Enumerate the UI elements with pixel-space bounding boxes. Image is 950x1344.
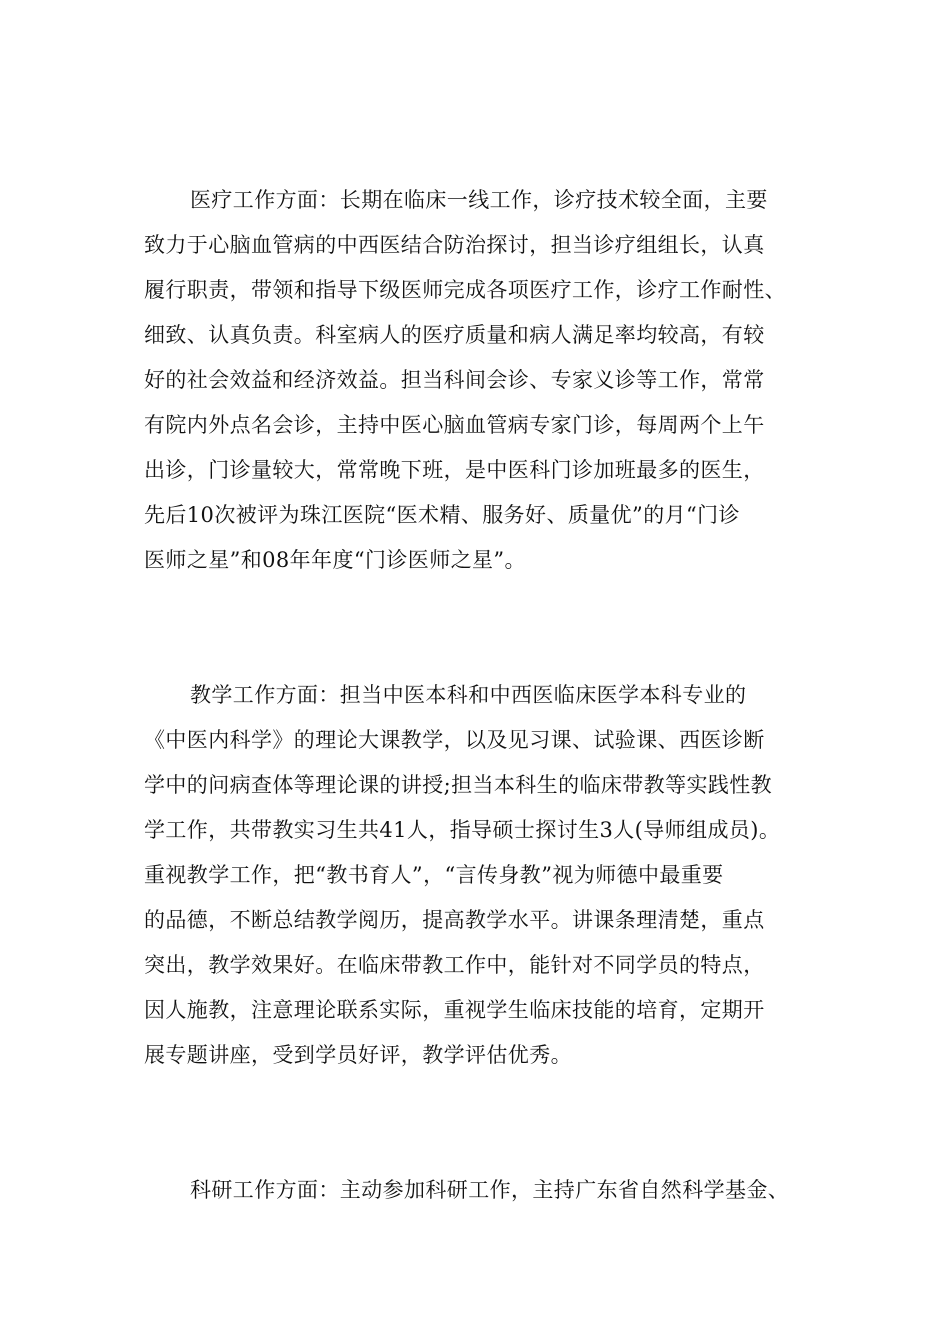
text-line: 的品德，不断总结教学阅历，提高教学水平。讲课条理清楚，重点 (144, 908, 765, 932)
text-line: 重视教学工作，把“教书育人”，“言传身教”视为师德中最重要 (144, 863, 724, 887)
document-body (144, 178, 844, 1213)
text-line: 学工作，共带教实习生共41人，指导硕士探讨生3人(导师组成员)。 (144, 818, 781, 842)
text-line: 细致、认真负责。科室病人的医疗质量和病人满足率均较高，有较 (144, 323, 765, 347)
text-line: 突出，教学效果好。在临床带教工作中，能针对不同学员的特点， (144, 953, 765, 977)
text-line: 好的社会效益和经济效益。担当科间会诊、专家义诊等工作，常常 (144, 368, 765, 392)
paragraph-spacer (144, 583, 844, 673)
paragraph-spacer (144, 1078, 844, 1168)
text-line: 医疗工作方面：长期在临床一线工作，诊疗技术较全面，主要 (190, 188, 768, 212)
text-line: 《中医内科学》的理论大课教学，以及见习课、试验课、西医诊断 (144, 728, 765, 752)
text-line: 学中的问病查体等理论课的讲授;担当本科生的临床带教等实践性教 (144, 773, 773, 797)
paragraph-research-work (144, 1168, 844, 1213)
text-line: 医师之星”和08年年度“门诊医师之星”。 (144, 548, 526, 572)
text-line: 教学工作方面：担当中医本科和中西医临床医学本科专业的 (190, 683, 747, 707)
text-line: 履行职责，带领和指导下级医师完成各项医疗工作，诊疗工作耐性、 (144, 278, 786, 302)
text-line: 出诊，门诊量较大，常常晚下班，是中医科门诊加班最多的医生， (144, 458, 765, 482)
text-line: 致力于心脑血管病的中西医结合防治探讨，担当诊疗组组长，认真 (144, 233, 765, 257)
text-line: 先后10次被评为珠江医院“医术精、服务好、质量优”的月“门诊 (144, 503, 740, 527)
text-line: 科研工作方面：主动参加科研工作，主持广东省自然科学基金、 (190, 1178, 790, 1202)
paragraph-medical-work (144, 178, 844, 583)
text-line: 有院内外点名会诊，主持中医心脑血管病专家门诊，每周两个上午 (144, 413, 765, 437)
paragraph-teaching-work (144, 673, 844, 1078)
text-line: 展专题讲座，受到学员好评，教学评估优秀。 (144, 1043, 572, 1067)
text-line: 因人施教，注意理论联系实际，重视学生临床技能的培育，定期开 (144, 998, 765, 1022)
